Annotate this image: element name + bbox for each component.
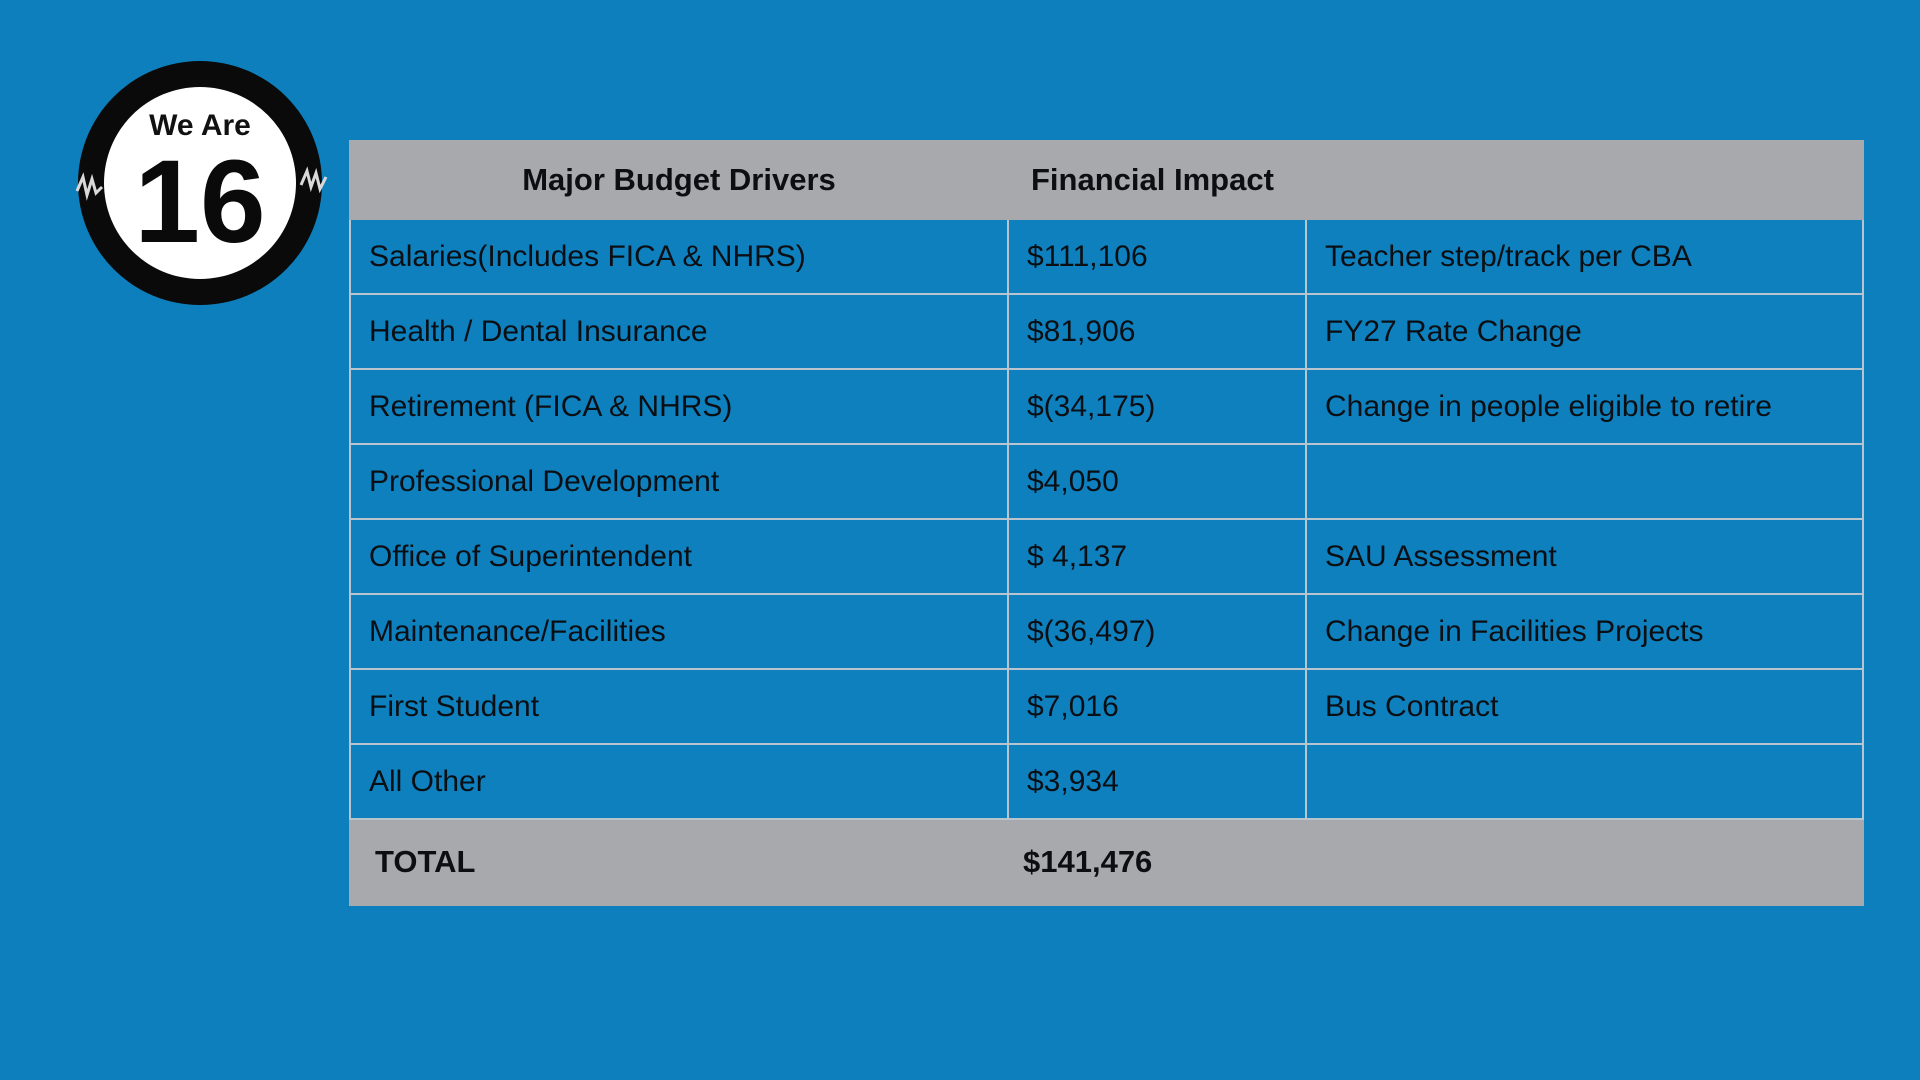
driver-cell: Office of Superintendent bbox=[350, 519, 1008, 594]
note-cell: FY27 Rate Change bbox=[1306, 294, 1863, 369]
table-row bbox=[350, 519, 1863, 594]
note-cell: Bus Contract bbox=[1306, 669, 1863, 744]
driver-cell: Maintenance/Facilities bbox=[350, 594, 1008, 669]
table-row bbox=[350, 294, 1863, 369]
impact-cell: $81,906 bbox=[1008, 294, 1306, 369]
driver-cell: Professional Development bbox=[350, 444, 1008, 519]
we-are-16-logo bbox=[73, 57, 329, 309]
impact-cell: $3,934 bbox=[1008, 744, 1306, 819]
table-row bbox=[350, 744, 1863, 819]
note-cell: Change in Facilities Projects bbox=[1306, 594, 1863, 669]
impact-cell: $(34,175) bbox=[1008, 369, 1306, 444]
logo-number: 16 bbox=[134, 136, 266, 268]
driver-cell: All Other bbox=[350, 744, 1008, 819]
impact-cell: $7,016 bbox=[1008, 669, 1306, 744]
driver-cell: Health / Dental Insurance bbox=[350, 294, 1008, 369]
total-row bbox=[350, 819, 1863, 905]
budget-drivers-table bbox=[349, 140, 1864, 906]
impact-cell: $ 4,137 bbox=[1008, 519, 1306, 594]
impact-cell: $111,106 bbox=[1008, 219, 1306, 294]
impact-cell: $4,050 bbox=[1008, 444, 1306, 519]
note-cell: Teacher step/track per CBA bbox=[1306, 219, 1863, 294]
table-row bbox=[350, 369, 1863, 444]
note-cell bbox=[1306, 444, 1863, 519]
table-row bbox=[350, 444, 1863, 519]
note-cell: SAU Assessment bbox=[1306, 519, 1863, 594]
table-row bbox=[350, 669, 1863, 744]
table-row bbox=[350, 594, 1863, 669]
total-value: $141,476 bbox=[1008, 819, 1863, 905]
driver-cell: Salaries(Includes FICA & NHRS) bbox=[350, 219, 1008, 294]
driver-cell: Retirement (FICA & NHRS) bbox=[350, 369, 1008, 444]
logo-top-text: We Are bbox=[149, 109, 251, 142]
driver-cell: First Student bbox=[350, 669, 1008, 744]
header-financial-impact: Financial Impact bbox=[1008, 141, 1306, 219]
note-cell: Change in people eligible to retire bbox=[1306, 369, 1863, 444]
note-cell bbox=[1306, 744, 1863, 819]
table-row bbox=[350, 219, 1863, 294]
logo-graphic bbox=[73, 57, 329, 309]
impact-cell: $(36,497) bbox=[1008, 594, 1306, 669]
total-label: TOTAL bbox=[350, 819, 1008, 905]
header-notes bbox=[1306, 141, 1863, 219]
table-header-row bbox=[350, 141, 1863, 219]
header-major-budget-drivers: Major Budget Drivers bbox=[350, 141, 1008, 219]
